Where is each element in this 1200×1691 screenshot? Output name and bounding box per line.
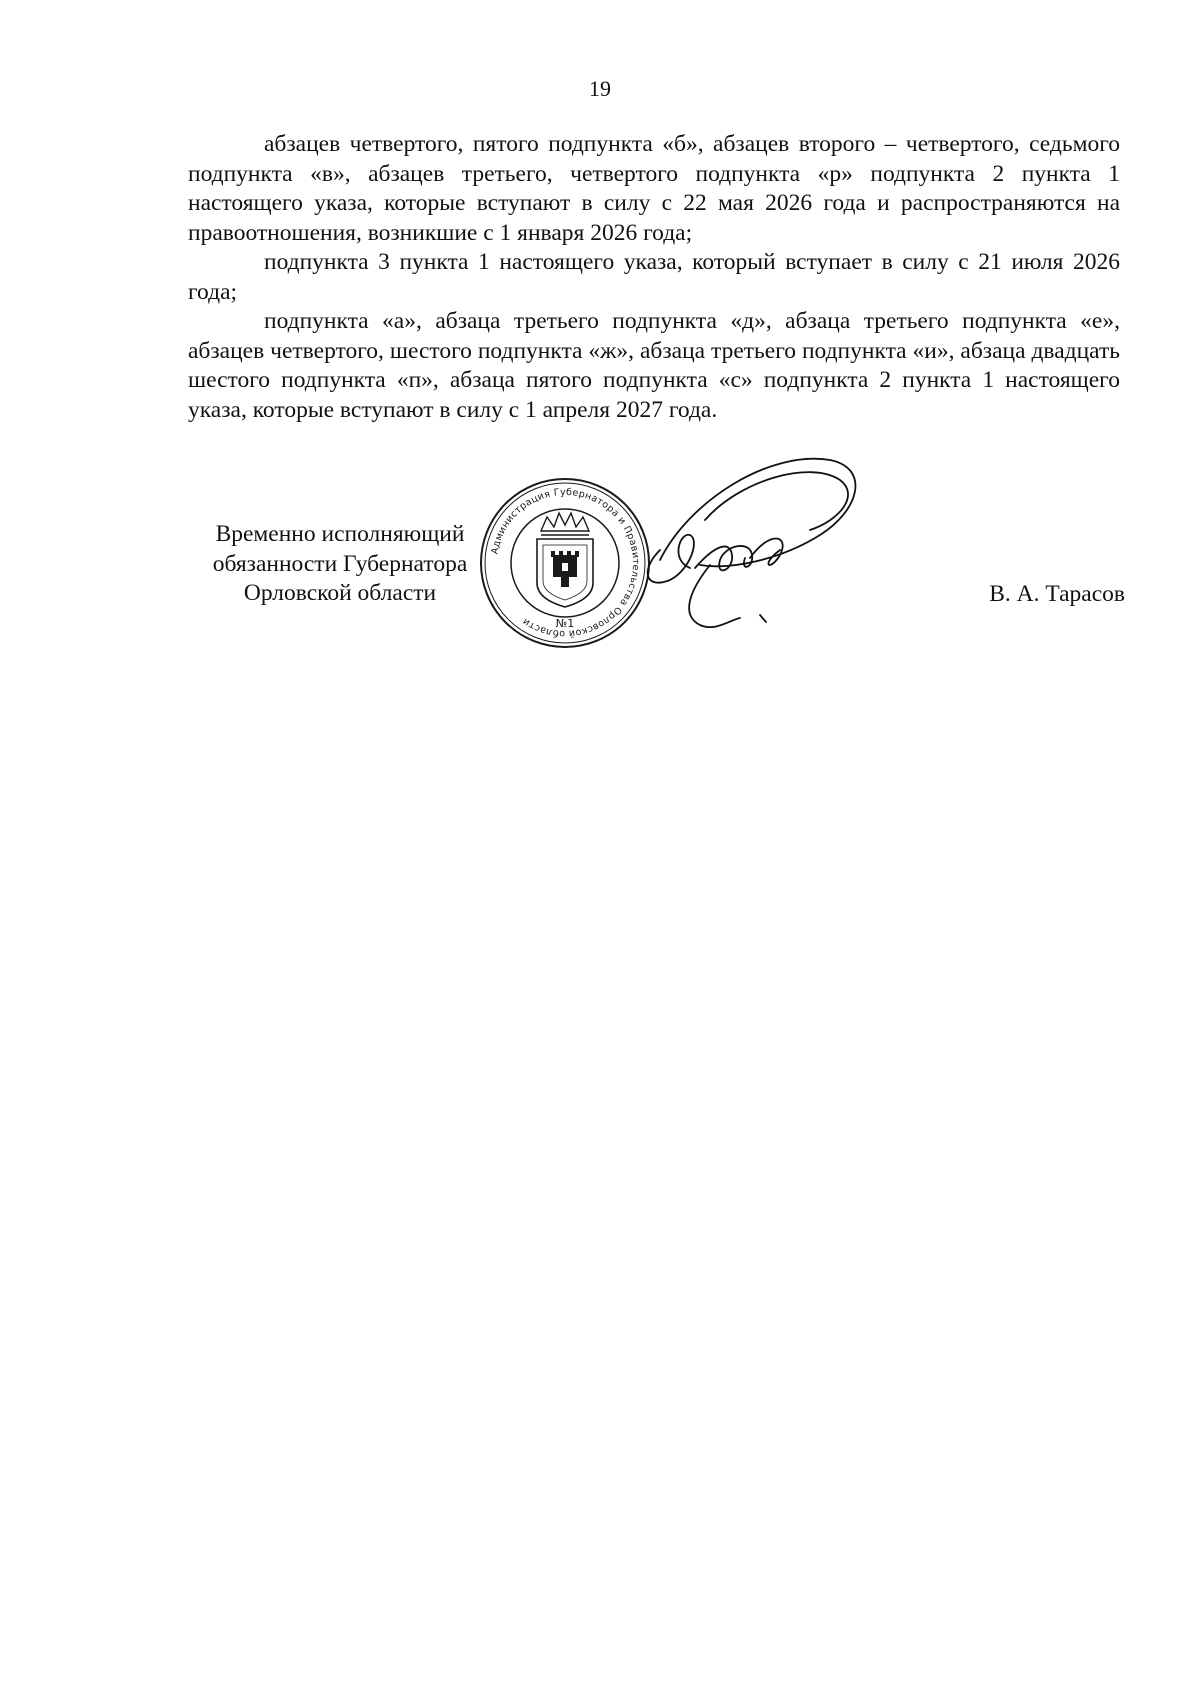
seal-number: №1 xyxy=(555,617,575,630)
signer-name: В. А. Тарасов xyxy=(989,581,1125,607)
position-line-3: Орловской области xyxy=(243,580,437,606)
page-number: 19 xyxy=(589,76,611,101)
signatory-position xyxy=(190,520,490,609)
handwritten-signature xyxy=(620,440,880,650)
position-line-2: обязанности Губернатора xyxy=(212,550,468,577)
position-line-1: Временно исполняющий xyxy=(215,521,465,547)
paragraph-1: абзацев четвертого, пятого подпункта «б», абзацев второго – четвертого, седьмого подпункта «в», абзацев третьего, четвертого подпункта «р» подпункта 2 пункта 1 настоящего указа, которые вступают в силу с 22 мая 2026 года и распространяются на правоотношения, возникшие с 1 января 2026 года; xyxy=(188,131,1120,246)
paragraph-2: подпункта 3 пункта 1 настоящего указа, который вступает в силу с 21 июля 2026 года; xyxy=(188,249,1120,305)
paragraph-3: подпункта «а», абзаца третьего подпункта «д», абзаца третьего подпункта «е», абзацев четвертого, шестого подпункта «ж», абзаца третьего подпункта «и», абзаца двадцать шестого подпункта «п», абзаца пятого подпункта «с» подпункта 2 пункта 1 настоящего указа, которые вступают в силу с 1 апреля 2027 года. xyxy=(188,308,1120,423)
seal-ring-text: Администрация Губернатора и Правительства Орловской области xyxy=(489,486,642,640)
body-text xyxy=(188,130,1120,425)
